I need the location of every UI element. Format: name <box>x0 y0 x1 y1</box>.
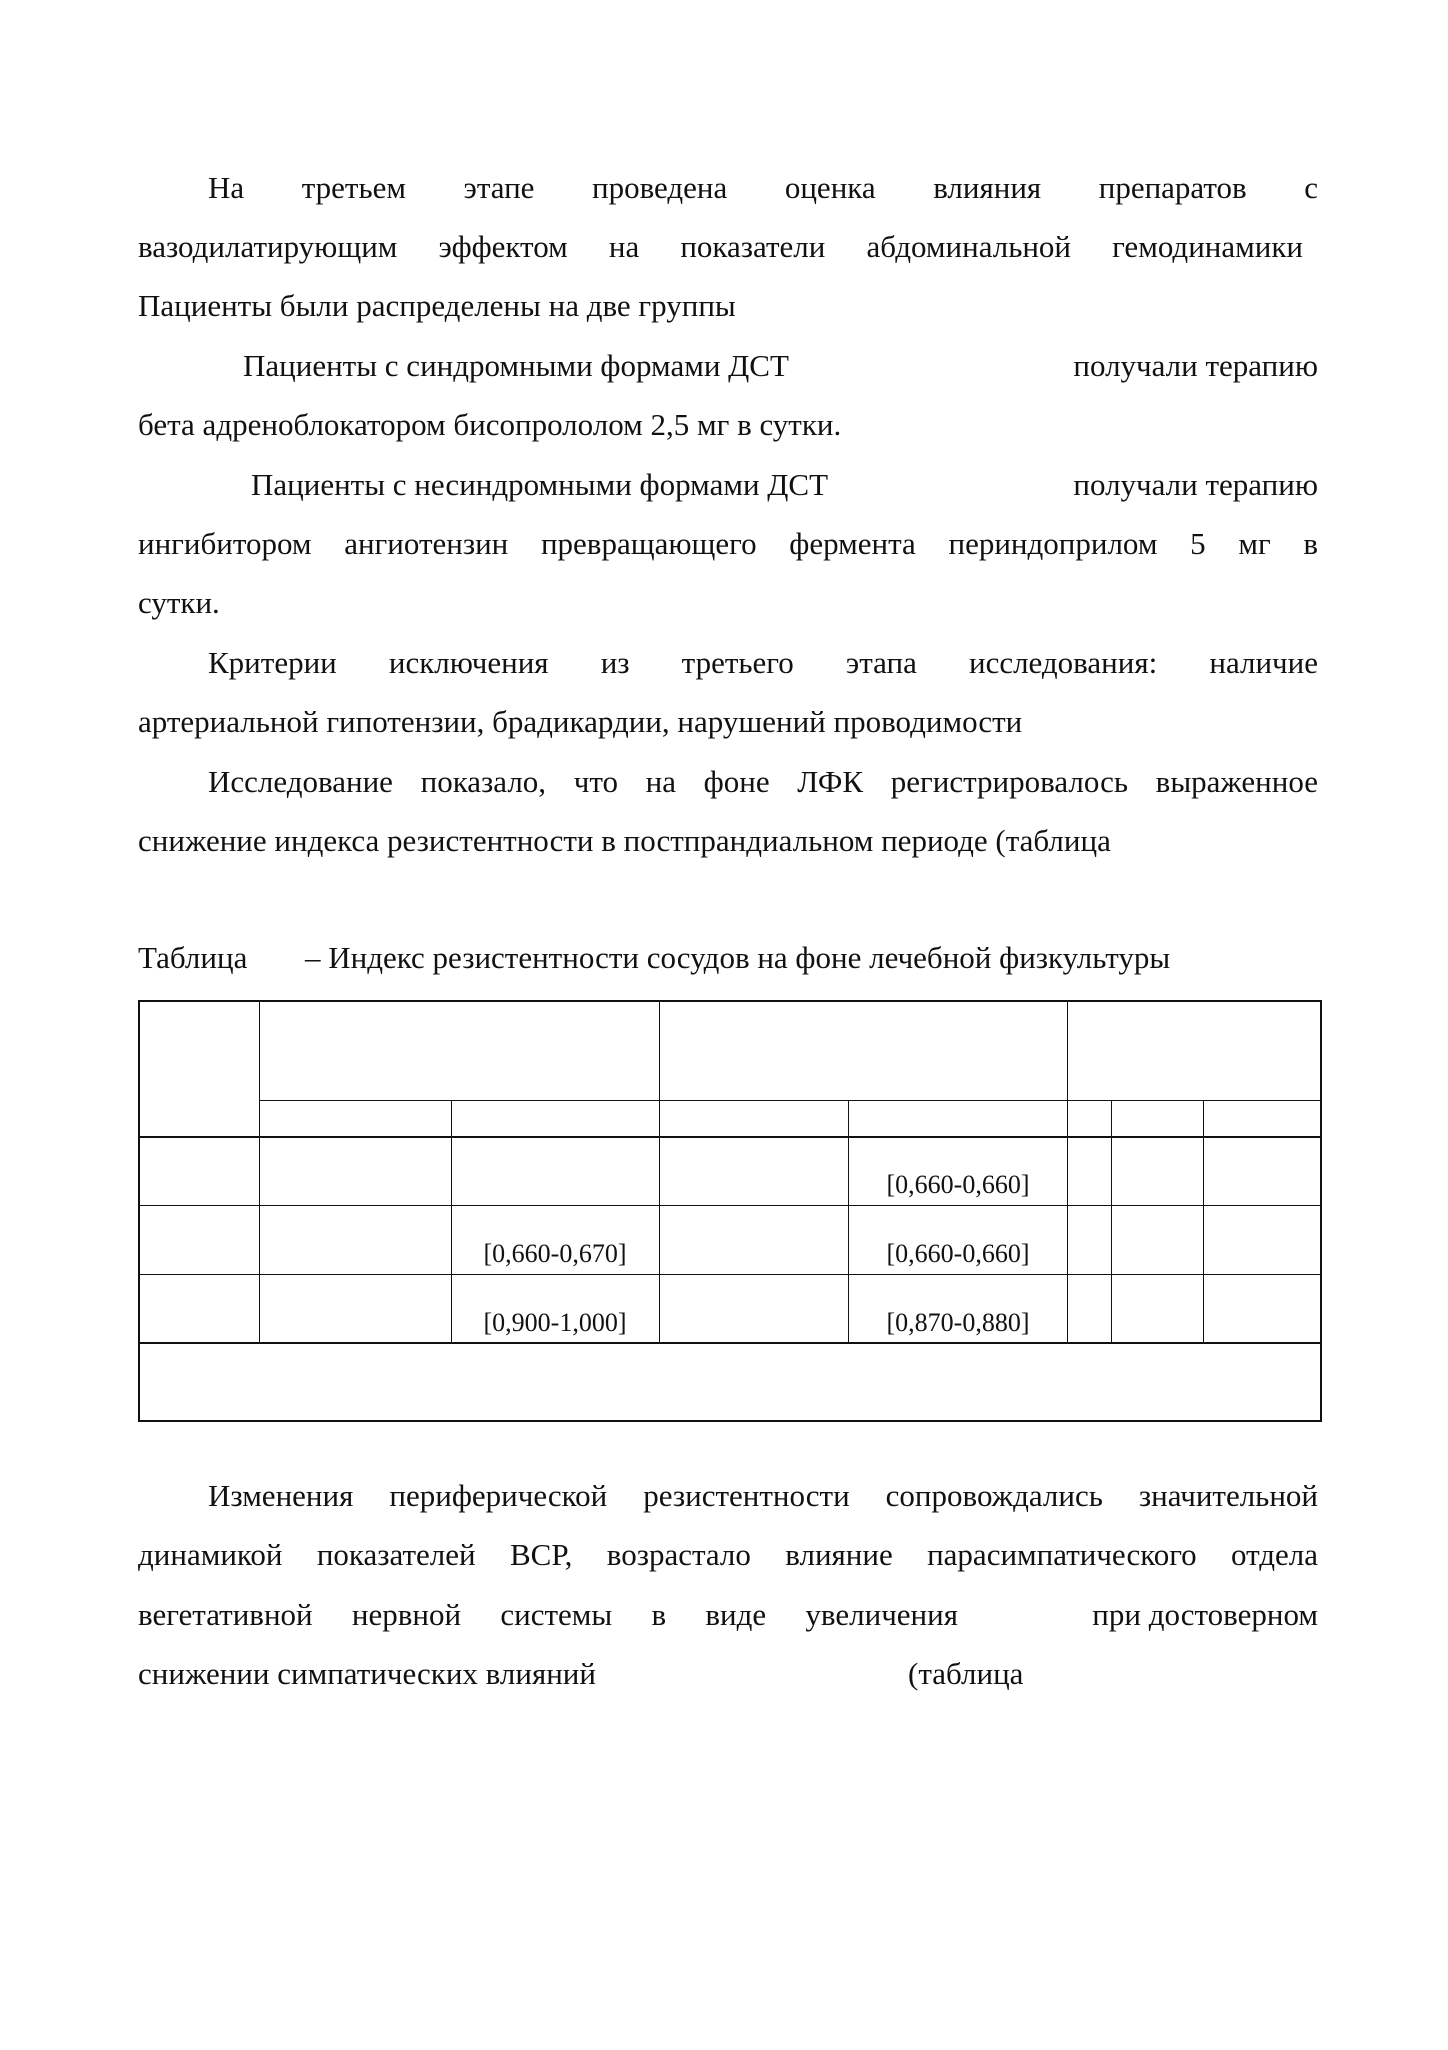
paragraph-3-line-3: сутки. <box>138 585 220 620</box>
table-caption-label: Таблица <box>138 940 248 975</box>
table-col-line-7 <box>1203 1100 1204 1343</box>
paragraph-6-line-2: динамикой показателей ВСР, возрастало влияние парасимпатического отдела <box>138 1537 1318 1572</box>
table-border-top <box>138 1000 1322 1002</box>
table-col-line-3 <box>659 1000 660 1343</box>
table-cell-row2-col5: [0,660-0,660] <box>886 1239 1030 1268</box>
table-col-line-2 <box>451 1100 452 1343</box>
paragraph-3-line-2: ингибитором ангиотензин превращающего фермента периндоприлом 5 мг в <box>138 526 1318 561</box>
table-row-line-4 <box>138 1342 1322 1344</box>
table-cell-row3-col3: [0,900-1,000] <box>483 1308 627 1337</box>
table-row-line-3 <box>138 1274 1322 1275</box>
table-border-right <box>1320 1000 1322 1422</box>
paragraph-3-line-1-right: получали терапию <box>1073 467 1318 502</box>
table-caption-text: – Индекс резистентности сосудов на фоне лечебной физкультуры <box>305 940 1171 975</box>
table-cell-row1-col5: [0,660-0,660] <box>886 1170 1030 1199</box>
paragraph-1-line-2: вазодилатирующим эффектом на показатели абдоминальной гемодинамики <box>138 229 1303 264</box>
table-border-left <box>138 1000 140 1422</box>
table-col-line-6 <box>1111 1100 1112 1343</box>
table-cell-row3-col5: [0,870-0,880] <box>886 1308 1030 1337</box>
paragraph-2-line-1-left: Пациенты с синдромными формами ДСТ <box>243 348 789 383</box>
table-border-bottom <box>138 1420 1322 1422</box>
paragraph-2-line-1-right: получали терапию <box>1073 348 1318 383</box>
table-row-line-1 <box>138 1136 1322 1138</box>
paragraph-6-line-4-right: (таблица <box>908 1656 1024 1691</box>
paragraph-6-line-3-left: вегетативной нервной системы в виде увеличения <box>138 1597 958 1632</box>
paragraph-2-line-2: бета адреноблокатором бисопрололом 2,5 мг в сутки. <box>138 407 842 442</box>
table-col-line-4 <box>848 1100 849 1343</box>
table-header-subline <box>259 1100 1322 1101</box>
paragraph-6-line-3-right: при достоверном <box>1092 1597 1318 1632</box>
table-row-line-2 <box>138 1205 1322 1206</box>
paragraph-1-line-1: На третьем этапе проведена оценка влияния препаратов с <box>208 170 1318 205</box>
paragraph-6-line-4-left: снижении симпатических влияний <box>138 1656 596 1691</box>
paragraph-4-line-2: артериальной гипотензии, брадикардии, нарушений проводимости <box>138 704 1023 739</box>
paragraph-6-line-1: Изменения периферической резистентности сопровождались значительной <box>208 1478 1318 1513</box>
paragraph-5-line-1: Исследование показало, что на фоне ЛФК регистрировалось выраженное <box>208 764 1318 799</box>
table-col-line-1 <box>259 1000 260 1343</box>
paragraph-4-line-1: Критерии исключения из третьего этапа исследования: наличие <box>208 645 1318 680</box>
paragraph-1-line-3: Пациенты были распределены на две группы <box>138 288 736 323</box>
paragraph-5-line-2: снижение индекса резистентности в постпрандиальном периоде (таблица <box>138 823 1111 858</box>
paragraph-3-line-1-left: Пациенты с несиндромными формами ДСТ <box>251 467 829 502</box>
table-cell-row2-col3: [0,660-0,670] <box>483 1239 627 1268</box>
